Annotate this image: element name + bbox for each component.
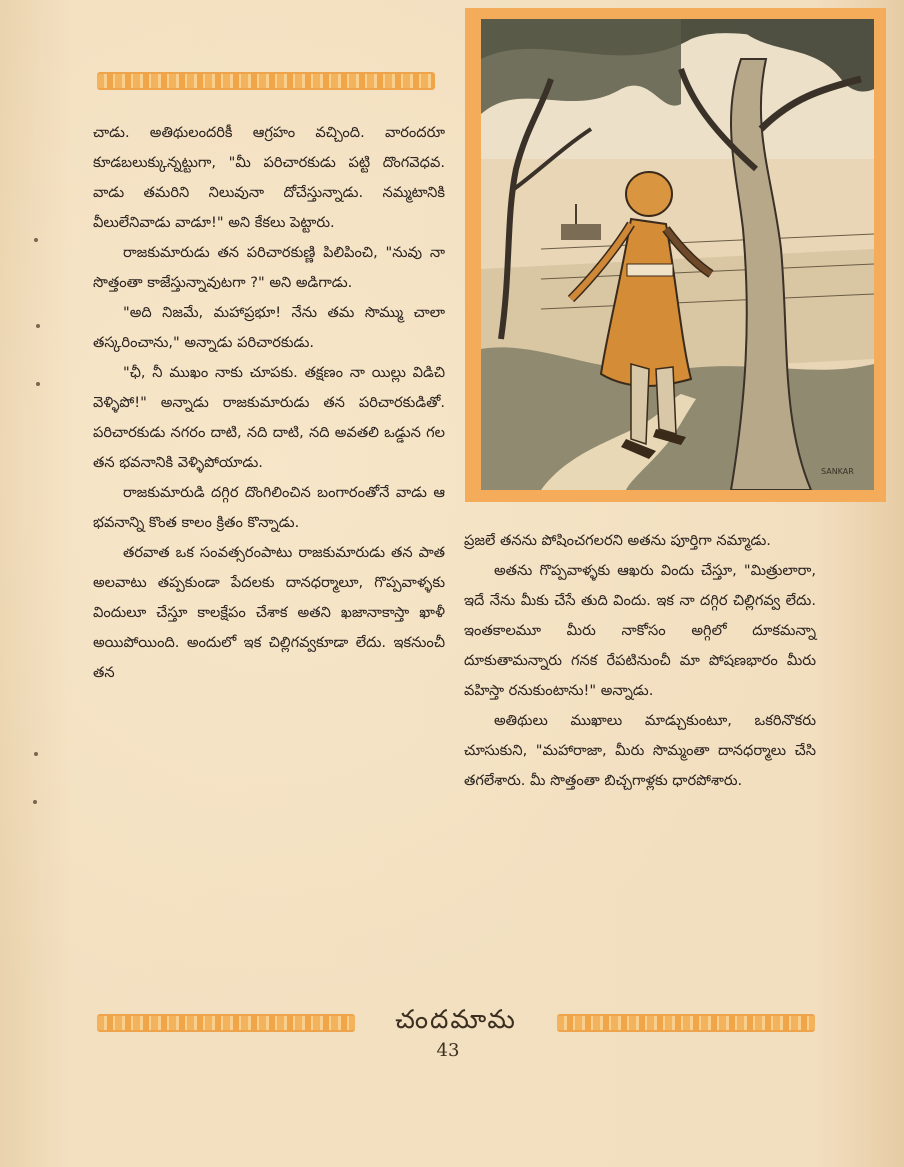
paragraph: రాజకుమారుడి దగ్గిర దొంగిలించిన బంగారంతోనే వాడు ఆ భవనాన్ని కొంత కాలం క్రితం కొన్నాడు. (93, 484, 445, 531)
paragraph: "ఛీ, నీ ముఖం నాకు చూపకు. తక్షణం నా యిల్లు విడిచి వెళ్ళిపో!" అన్నాడు రాజకుమారుడు తన పరిచారకుడితో. పరిచారకుడు నగరం దాటి, నది దాటి, నది అవతలి ఒడ్డున గల తన భవనానికి వెళ్ళిపోయాడు. (93, 364, 445, 471)
binding-hole (36, 324, 40, 328)
decorative-border-top (97, 72, 435, 90)
binding-hole (33, 800, 37, 804)
paragraph: తరవాత ఒక సంవత్సరంపాటు రాజకుమారుడు తన పాత అలవాటు తప్పకుండా పేదలకు దానధర్మాలూ, గొప్పవాళ్ళకు విందులూ చేస్తూ కాలక్షేపం చేశాక అతని ఖజానాకాస్తా ఖాళీ అయిపోయింది. అందులో ఇక చిల్లిగవ్వకూడా లేదు. ఇకనుంచీ తన (93, 544, 445, 681)
paragraph: "అది నిజమే, మహాప్రభూ! నేను తమ సొమ్ము చాలా తస్కరించాను," అన్నాడు పరిచారకుడు. (93, 304, 445, 351)
paragraph: అతిథులు ముఖాలు మాడ్చుకుంటూ, ఒకరినొకరు చూసుకుని, "మహారాజా, మీరు సొమ్మంతా దానధర్మాలు చేసి తగలేశారు. మీ సొత్తంతా బిచ్చగాళ్లకు ధారపోశారు. (464, 712, 816, 789)
paragraph: చాడు. అతిథులందరికీ ఆగ్రహం వచ్చింది. వారందరూ కూడబలుక్కున్నట్టుగా, "మీ పరిచారకుడు పట్టి దొంగవెధవ. వాడు తమరిని నిలువునా దోచేస్తున్నాడు. నమ్మటానికి వీలులేనివాడు వాడూ!" అని కేకలు పెట్టారు. (93, 124, 445, 231)
paragraph: అతను గొప్పవాళ్ళకు ఆఖరు విందు చేస్తూ, "మిత్రులారా, ఇదే నేను మీకు చేసే తుది విందు. ఇక నా దగ్గిర చిల్లిగవ్వ లేదు. ఇంతకాలమూ మీరు నాకోసం అగ్గిలో దూకమన్నా దూకుతామన్నారు గనక రేపటినుంచీ మా పోషణభారం మీరు వహిస్తా రనుకుంటాను!" అన్నాడు. (464, 562, 816, 699)
decorative-border-bottom-right (557, 1014, 815, 1032)
page-number: 43 (436, 1040, 460, 1061)
binding-hole (34, 752, 38, 756)
right-text-column (464, 526, 816, 796)
binding-hole (36, 382, 40, 386)
binding-hole (34, 238, 38, 242)
illustration-art (481, 19, 874, 490)
paragraph: ప్రజలే తనను పోషించగలరని అతను పూర్తిగా నమ్మాడు. (464, 532, 771, 549)
decorative-border-bottom-left (97, 1014, 355, 1032)
story-illustration (465, 8, 886, 502)
left-text-column (93, 118, 445, 688)
artist-signature: SANKAR (821, 467, 854, 476)
magazine-title: చందమామ (395, 1005, 517, 1035)
paragraph: రాజకుమారుడు తన పరిచారకుణ్ణి పిలిపించి, "నువు నా సొత్తంతా కాజేస్తున్నావుటగా ?" అని అడిగాడు. (93, 244, 445, 291)
